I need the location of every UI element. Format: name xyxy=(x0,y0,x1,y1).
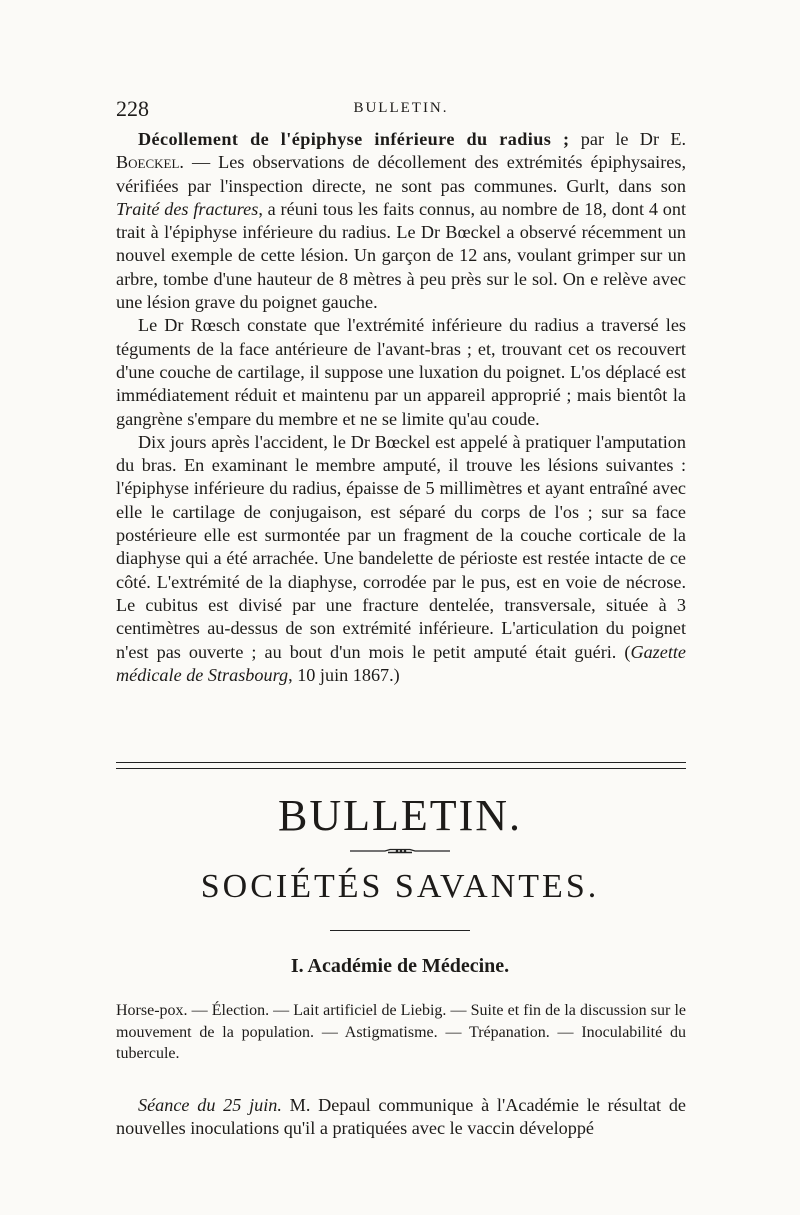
short-rule xyxy=(330,930,470,931)
seance-paragraph xyxy=(116,1094,686,1141)
bulletin-title: BULLETIN. xyxy=(277,791,523,840)
page-header xyxy=(116,96,686,126)
running-head: BULLETIN. xyxy=(353,100,449,116)
ornament-divider xyxy=(350,848,450,854)
session-summary: Horse-pox. — Élection. — Lait artificiel de Liebig. — Suite et fin de la discussion sur le mouvement de la population. — Astigmatisme. — Trépanation. — Inoculabilité du tubercule. xyxy=(116,1002,686,1062)
paragraph-1-text-b: , a réuni tous les faits connus, au nombre de 18, dont 4 ont trait à l'épiphyse inférieure du radius. Le Dr Bœckel a observé récemment un nouvel exemple de cette lésion. Un garçon de 12 ans, voulant grimper sur un arbre, tombe d'une hauteur de 8 mètres à peu près sur le sol. On e relève avec une lésion grave du poignet gauche. xyxy=(116,198,686,313)
seance-label: Séance du 25 juin. xyxy=(138,1095,282,1115)
article-paragraph-2: Le Dr Rœsch constate que l'extrémité inférieure du radius a traversé les téguments de la face antérieure de l'avant-bras ; et, trouvant cet os recouvert d'une couche de cartilage, il suppose une luxation du poignet. L'os déplacé est immédiatement réduit et maintenu par un appareil approprié ; mais bientôt la gangrène s'empare du membre et ne se limite qu'au coude. xyxy=(116,315,686,429)
seance-text: M. Depaul communique à l'Académie le résultat de nouvelles inoculations qu'il a pratiquées avec le vaccin développé xyxy=(116,1095,686,1139)
paragraph-1-text-a: . — Les observations de décollement des extrémités épiphysaires, vérifiées par l'inspection directe, ne sont pas communes. Gurlt, dans son xyxy=(116,152,686,196)
article-paragraph-1 xyxy=(116,128,686,314)
source-date: , 10 juin 1867.) xyxy=(288,664,400,685)
societes-savantes-heading: SOCIÉTÉS SAVANTES. xyxy=(200,868,600,905)
author-name: Boeckel xyxy=(116,152,180,173)
paragraph-3-text: Dix jours après l'accident, le Dr Bœckel est appelé à pratiquer l'amputation du bras. En examinant le membre amputé, il trouve les lésions suivantes : l'épiphyse inférieure du radius, épaisse de 5 millimètres et ayant entraîné avec elle le cartilage de conjugaison, est séparé du corps de l'os ; sur sa face postérieure elle est surmontée par un fragment de la couche corticale de la diaphyse qui a été arrachée. Une bandelette de périoste est restée intacte de ce côté. L'extrémité de la diaphyse, corrodée par le pus, est en voie de nécrose. Le cubitus est divisé par une fracture dentelée, transversale, située à 3 centimètres au-dessus de son extrémité inférieure. L'articulation du poignet n'est pas ouverte ; au bout d'un mois le petit amputé était guéri. ( xyxy=(116,431,686,662)
page-number: 228 xyxy=(116,96,149,121)
author-prefix: par le Dr E. xyxy=(580,129,686,149)
book-title: Traité des fractures xyxy=(116,198,259,219)
academy-section-title: I. Académie de Médecine. xyxy=(290,955,510,977)
article-paragraph-3 xyxy=(116,431,686,687)
section-divider xyxy=(116,762,686,769)
article-title: Décollement de l'épiphyse inférieure du radius ; xyxy=(138,129,570,149)
source-title: Gazette médicale de Strasbourg xyxy=(116,641,686,685)
article-body xyxy=(116,128,686,687)
